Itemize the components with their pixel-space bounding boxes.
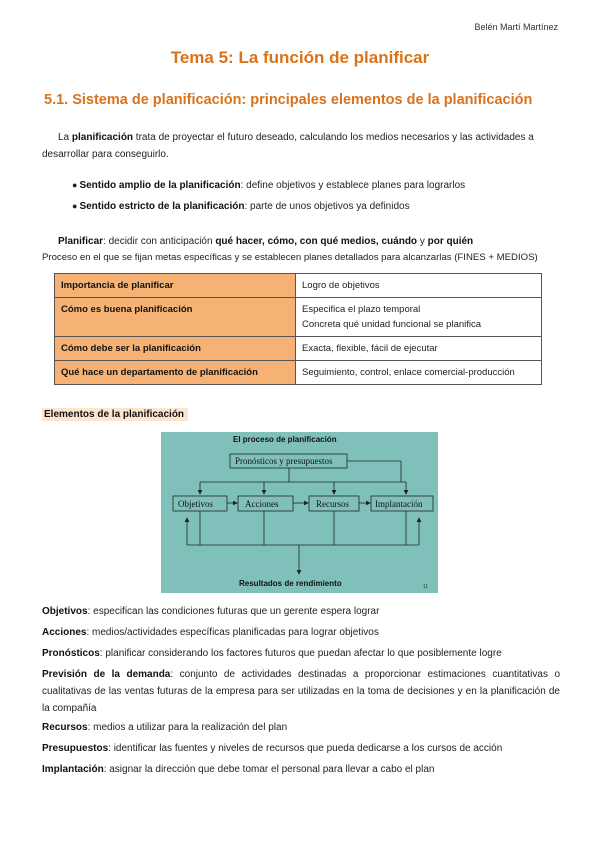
intro-term: planificación — [71, 132, 134, 143]
diagram-bottom-label: Resultados de rendimiento — [239, 579, 342, 588]
definition-item: Objetivos: especifican las condiciones futuras que un gerente espera lograr — [42, 606, 380, 617]
planning-process-diagram — [161, 432, 438, 593]
recursos-box — [309, 496, 359, 511]
bullet-item: ● Sentido estricto de la planificación: parte de unos objetivos ya definidos — [72, 201, 410, 212]
table-row — [55, 361, 542, 385]
definition-item: Previsión de la demanda: conjunto de actividades destinadas a proporcionar estimaciones cuantitativas o cualitativas de las ventas futuras de la empresa para ser utilizadas en la toma de decisiones y en la planificación de la compañía — [42, 669, 561, 714]
elements-title: Elementos de la planificación — [42, 408, 188, 421]
diagram-page-number: 11 — [423, 584, 429, 590]
definition-item: Implantación: asignar la dirección que debe tomar el personal para llevar a cabo el plan — [42, 764, 435, 775]
svg-text:Implantación: Implantación — [375, 499, 423, 509]
definition-item: Acciones: medios/actividades específicas planificadas para lograr objetivos — [42, 627, 379, 638]
intro-paragraph: La planificación trata de proyectar el futuro deseado, calculando los medios necesarios y las actividades a desarrollar para conseguirlo. — [42, 132, 534, 160]
table-key: Qué hace un departamento de planificación — [55, 361, 296, 385]
definition-item: Presupuestos: identificar las fuentes y niveles de recursos que pueda dedicarse a los cursos de acción — [42, 743, 503, 754]
table-value: Logro de objetivos — [296, 274, 542, 298]
svg-text:Recursos: Recursos — [316, 499, 349, 509]
page-title: Tema 5: La función de planificar — [170, 48, 430, 67]
acciones-box — [238, 496, 293, 511]
objetivos-box — [173, 496, 227, 511]
table-row — [55, 298, 542, 337]
definition-item: Pronósticos: planificar considerando los factores futuros que puedan afectar lo que posiblemente logre — [42, 648, 502, 659]
top-box — [230, 454, 347, 468]
section-heading: 5.1. Sistema de planificación: principales elementos de la planificación — [44, 92, 533, 108]
implantacion-box — [371, 496, 433, 511]
table-key: Cómo debe ser la planificación — [55, 337, 296, 361]
process-line: Proceso en el que se fijan metas específicas y se establecen planes detallados para alcanzarlas (FINES + MEDIOS) — [42, 252, 538, 263]
author-name: Belén Martí Martínez — [474, 22, 558, 32]
svg-text:Pronósticos y presupuestos: Pronósticos y presupuestos — [235, 456, 333, 466]
table-value: Seguimiento, control, enlace comercial-producción — [296, 361, 542, 385]
definition-item: Recursos: medios a utilizar para la realización del plan — [42, 722, 288, 733]
svg-text:Objetivos: Objetivos — [178, 499, 213, 509]
table-key: Cómo es buena planificación — [55, 298, 296, 337]
planificar-definition: Planificar: decidir con anticipación qué hacer, cómo, con qué medios, cuándo y por quién — [58, 236, 474, 247]
table-row — [55, 274, 542, 298]
svg-text:Acciones: Acciones — [245, 499, 279, 509]
table-value: Especifica el plazo temporal Concreta qué unidad funcional se planifica — [296, 298, 542, 337]
table-key: Importancia de planificar — [55, 274, 296, 298]
table-row — [55, 337, 542, 361]
diagram-title: El proceso de planificación — [233, 435, 337, 444]
planning-table — [54, 273, 542, 385]
table-value: Exacta, flexible, fácil de ejecutar — [296, 337, 542, 361]
bullet-item: ● Sentido amplio de la planificación: define objetivos y establece planes para lograrlos — [72, 180, 466, 191]
